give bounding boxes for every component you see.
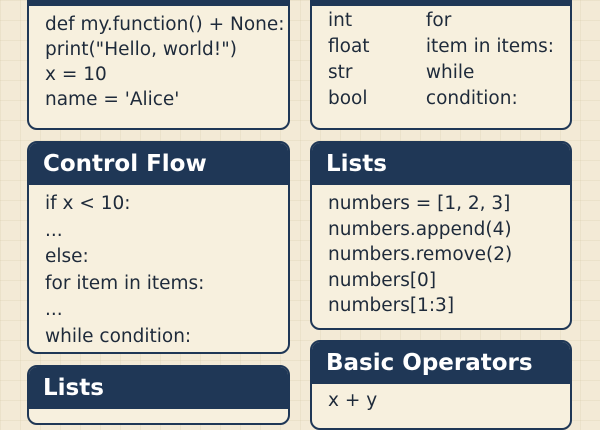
control-flow-card: [27, 141, 290, 354]
type-item: bool: [328, 88, 368, 109]
lists-card: [310, 141, 572, 330]
code-line: def my.function() + None:: [45, 14, 285, 35]
lists-code-lines: [312, 185, 570, 319]
lists-card-header: [312, 143, 570, 185]
code-line: if x < 10:: [45, 193, 131, 214]
code-line: for item in items:: [45, 272, 205, 294]
code-line: ...: [45, 219, 63, 241]
code-line: numbers.remove(2): [328, 244, 513, 265]
keywords-column: [426, 8, 554, 112]
type-item: str: [328, 62, 353, 83]
type-item: float: [328, 36, 370, 57]
code-line: ...: [45, 299, 63, 320]
code-line: while condition:: [45, 325, 192, 347]
code-line: x + y: [328, 390, 378, 411]
variables-code-lines: [29, 6, 288, 112]
lists-card-bottom: [27, 365, 290, 425]
control-flow-card-header: [29, 143, 288, 185]
code-line: numbers = [1, 2, 3]: [328, 193, 511, 214]
keyword-item: while: [425, 62, 475, 83]
basic-operators-code-lines: [312, 384, 570, 413]
code-line: numbers.append(4): [328, 218, 512, 240]
type-item: int: [328, 10, 353, 31]
code-line: numbers[1:3]: [328, 295, 455, 316]
keyword-item: condition:: [425, 88, 518, 109]
code-line: print("Hello, world!"): [45, 39, 237, 60]
lists-card-title: Lists: [326, 151, 387, 177]
control-flow-code-lines: [29, 185, 288, 350]
code-line: numbers[0]: [328, 269, 437, 291]
types-column: [328, 8, 426, 112]
basic-operators-card: [310, 340, 572, 430]
basic-operators-card-title: Basic Operators: [326, 350, 533, 376]
code-line: else:: [45, 246, 89, 267]
basic-operators-card-header: [312, 342, 570, 384]
data-types-columns: [312, 6, 570, 112]
keyword-item: item in items:: [425, 36, 554, 57]
code-line: name = 'Alice': [45, 89, 180, 110]
data-types-card: [310, 0, 572, 130]
lists-card-bottom-header: [29, 367, 288, 409]
lists-card-bottom-title: Lists: [43, 375, 104, 401]
control-flow-card-title: Control Flow: [43, 151, 207, 177]
keyword-item: for: [425, 10, 452, 31]
code-line: x = 10: [45, 64, 107, 85]
variables-card: [27, 0, 290, 130]
